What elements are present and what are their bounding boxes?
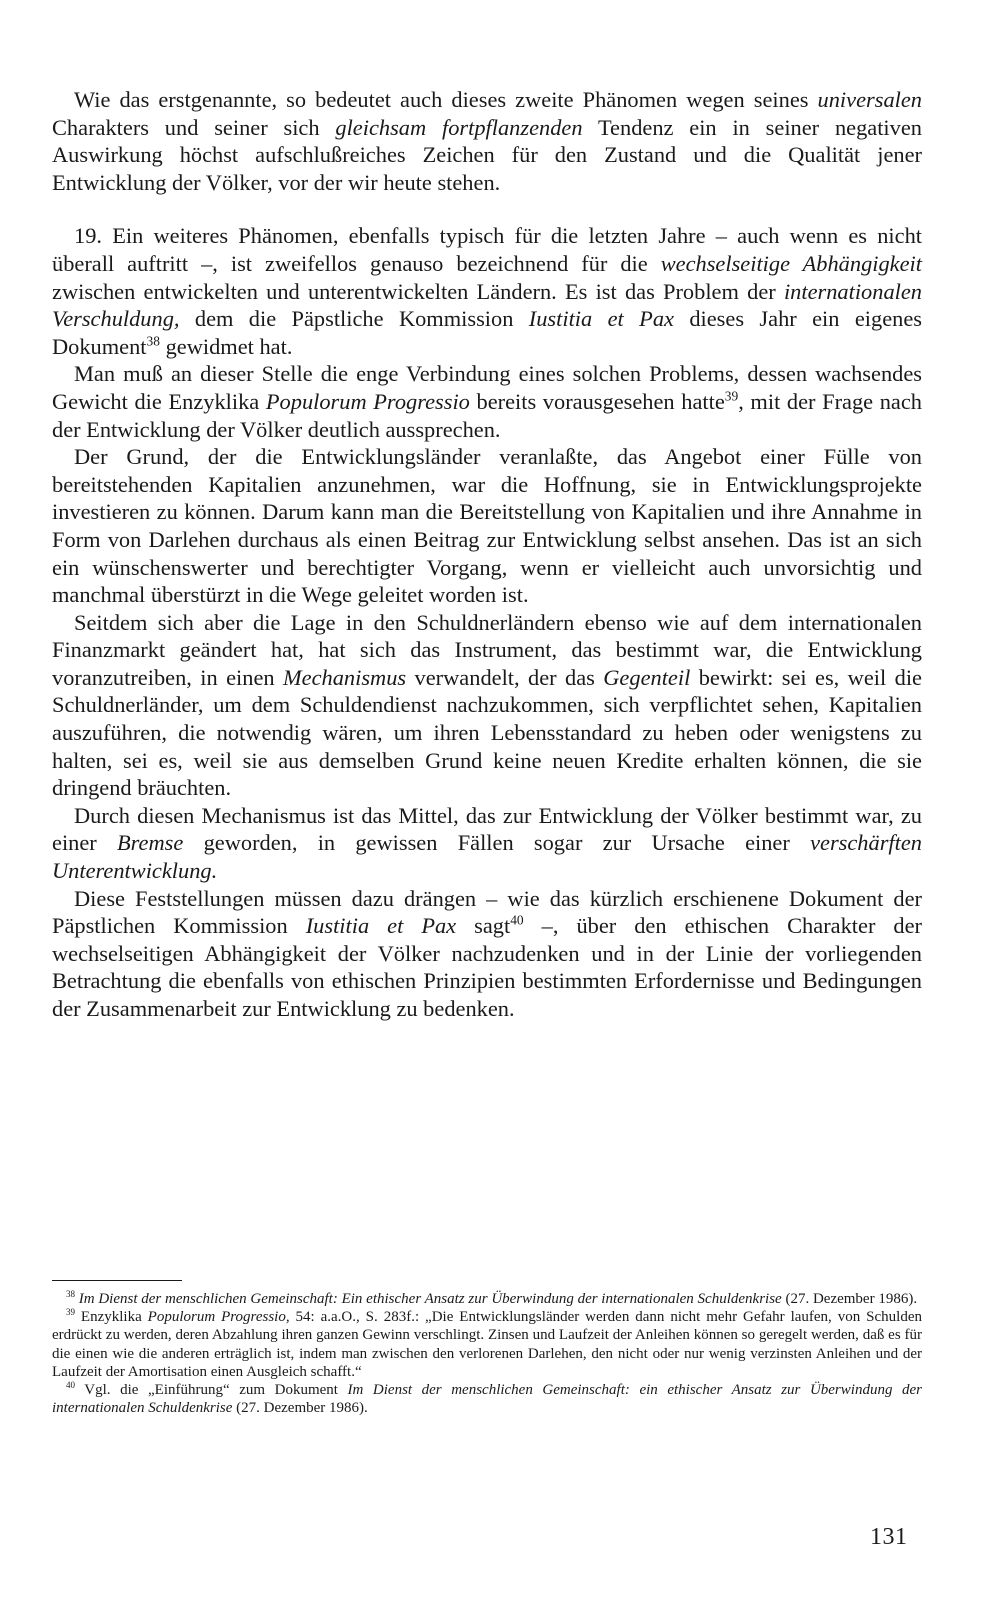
- text-run: Durch diesen Mechanismus ist das Mittel, das zur Entwicklung der Völker bestimmt war, zu einer: [52, 802, 922, 856]
- text-run: Diese Feststellungen müssen dazu drängen – wie das kürzlich erschienene Dokument der Päpstlichen Kommission: [52, 885, 922, 939]
- footnote-38: [52, 1290, 922, 1308]
- emphasis: verschärften Unterentwicklung.: [52, 830, 922, 884]
- text-run: (27. Dezember 1986).: [781, 1291, 918, 1307]
- page-number: 131: [870, 1524, 908, 1550]
- text-run: verwandelt, der das: [406, 664, 604, 690]
- footnote-number: 39: [66, 1307, 75, 1318]
- text-run: (27. Dezember 1986).: [232, 1400, 368, 1417]
- footnote-ref-40[interactable]: 40: [510, 912, 524, 928]
- emphasis: Im Dienst der menschlichen Gemeinschaft: Ein ethischer Ansatz zur Überwindung der internationalen Schuldenkrise: [78, 1291, 782, 1307]
- emphasis: Iustitia et Pax: [528, 306, 674, 332]
- text-run: bewirkt: sei es, weil die Schuldnerländer, um dem Schuldendienst nachzukommen, sich verpflichtet sehen, Kapitalien auszuführen, die notwendig wären, um ihren Lebensstandard zu heben oder wenigstens zu halten, sei es, weil sie aus demselben Grund keine neuen Kredite erhalten können, die sie dringend bräuchten.: [52, 664, 922, 801]
- text-run: gewidmet hat.: [159, 333, 293, 359]
- emphasis: Iustitia et Pax: [305, 913, 457, 939]
- footnote-number: 38: [66, 1289, 75, 1299]
- text-run: –, über den ethischen Charakter der wechselseitigen Abhängigkeit der Völker nachzudenken und in der Linie der vorliegenden Betrachtung die ebenfalls von ethischen Prinzipien bestimmten Erfordernisse und Bedingungen der Zusammenarbeit zur Entwicklung zu bedenken.: [52, 913, 922, 1021]
- footnote-number: 40: [66, 1380, 75, 1391]
- emphasis: Gegenteil: [603, 664, 691, 690]
- emphasis: Populorum Progressio,: [147, 1309, 290, 1326]
- text-run: Wie das erstgenannte, so bedeutet auch dieses zweite Phänomen wegen seines: [74, 87, 818, 112]
- paragraph: [52, 802, 922, 885]
- text-run: Seitdem sich aber die Lage in den Schuldnerländern ebenso wie auf dem internationalen Finanzmarkt geändert hat, hat sich das Instrument, das bestimmt war, die Entwicklung voranzutreiben, in einen: [52, 609, 922, 690]
- emphasis: internationalen Verschuldung,: [52, 278, 922, 332]
- emphasis: Im Dienst der menschlichen Gemeinschaft: ein ethischer Ansatz zur Überwindung der internationalen Schuldenkrise: [52, 1382, 923, 1417]
- emphasis: universalen: [817, 87, 922, 112]
- text-run: Tendenz ein in seiner negativen Auswirkung höchst aufschlußreiches Zeichen für den Zustand und die Qualität jener Entwicklung der Völker, vor der wir heute stehen.: [52, 114, 922, 195]
- text-run: Man muß an dieser Stelle die enge Verbindung eines solchen Problems, dessen wachsendes Gewicht die Enzyklika: [52, 361, 922, 414]
- text-run: bereits vorausgesehen hatte: [469, 388, 725, 414]
- footnote-divider: [52, 1280, 182, 1281]
- text-run: dieses Jahr ein eigenes Dokument: [52, 306, 922, 359]
- paragraph-19: [52, 222, 922, 360]
- paragraph: [52, 86, 922, 196]
- paragraph: [52, 609, 922, 802]
- paragraph: [52, 360, 922, 443]
- text-run: Vgl. die „Einführung“ zum Dokument: [75, 1382, 348, 1399]
- footnote-ref-39[interactable]: 39: [724, 388, 739, 404]
- footnote-ref-38[interactable]: 38: [146, 333, 160, 349]
- text-run: Charakters und seiner sich: [52, 114, 336, 140]
- text-run: dem die Päpstliche Kommission: [179, 306, 529, 332]
- text-run: geworden, in gewissen Fällen sogar zur Ursache einer: [183, 830, 811, 856]
- emphasis: gleichsam fortpflanzenden: [335, 114, 583, 140]
- paragraph: Der Grund, der die Entwicklungsländer veranlaßte, das Angebot einer Fülle von bereitstehenden Kapitalien anzunehmen, war die Hoffnung, sie in Entwicklungsprojekte investieren zu können. Darum kann man die Bereitstellung von Kapitalien und ihre Annahme in Form von Darlehen durchaus als einen Beitrag zur Entwicklung selbst ansehen. Das ist an sich ein wünschenswerter und berechtigter Vorgang, wenn er vielleicht auch unvorsichtig und manchmal überstürzt in die Wege geleitet worden ist.: [52, 444, 922, 608]
- main-text: [52, 86, 922, 1023]
- emphasis: wechselseitige Abhängigkeit: [660, 250, 923, 276]
- footnotes: [52, 1290, 922, 1417]
- footnote-39: [52, 1308, 922, 1381]
- text-run: Enzyklika: [75, 1309, 148, 1326]
- text-run: 54: a.a.O., S. 283f.: „Die Entwicklungsländer werden dann nicht mehr Gefahr laufen, von Schulden erdrückt zu werden, deren Abzahlung ihren ganzen Gewinn verschlingt. Zinsen und Laufzeit der Anleihen können so geregelt werden, daß es für die einen wie die anderen erträglich ist, indem man zwischen den verlorenen Darlehen, den nicht oder nur wenig verzinsten Anleihen und der Laufzeit der Amortisation einen Ausgleich schafft.“: [52, 1309, 922, 1380]
- paragraph: [52, 885, 922, 1023]
- text-run: zwischen entwickelten und unterentwickelten Ländern. Es ist das Problem der: [52, 278, 784, 304]
- text-run: 19. Ein weiteres Phänomen, ebenfalls typisch für die letzten Jahre – auch wenn es nicht überall auftritt –, ist zweifellos genauso bezeichnend für die: [52, 223, 922, 276]
- emphasis: Bremse: [117, 830, 184, 856]
- emphasis: Mechanismus: [283, 664, 407, 690]
- footnote-40: [52, 1381, 922, 1417]
- text-run: , mit der Frage nach der Entwicklung der Völker deutlich aussprechen.: [52, 388, 922, 442]
- emphasis: Populorum Progressio: [265, 388, 470, 414]
- text-run: sagt: [456, 913, 511, 939]
